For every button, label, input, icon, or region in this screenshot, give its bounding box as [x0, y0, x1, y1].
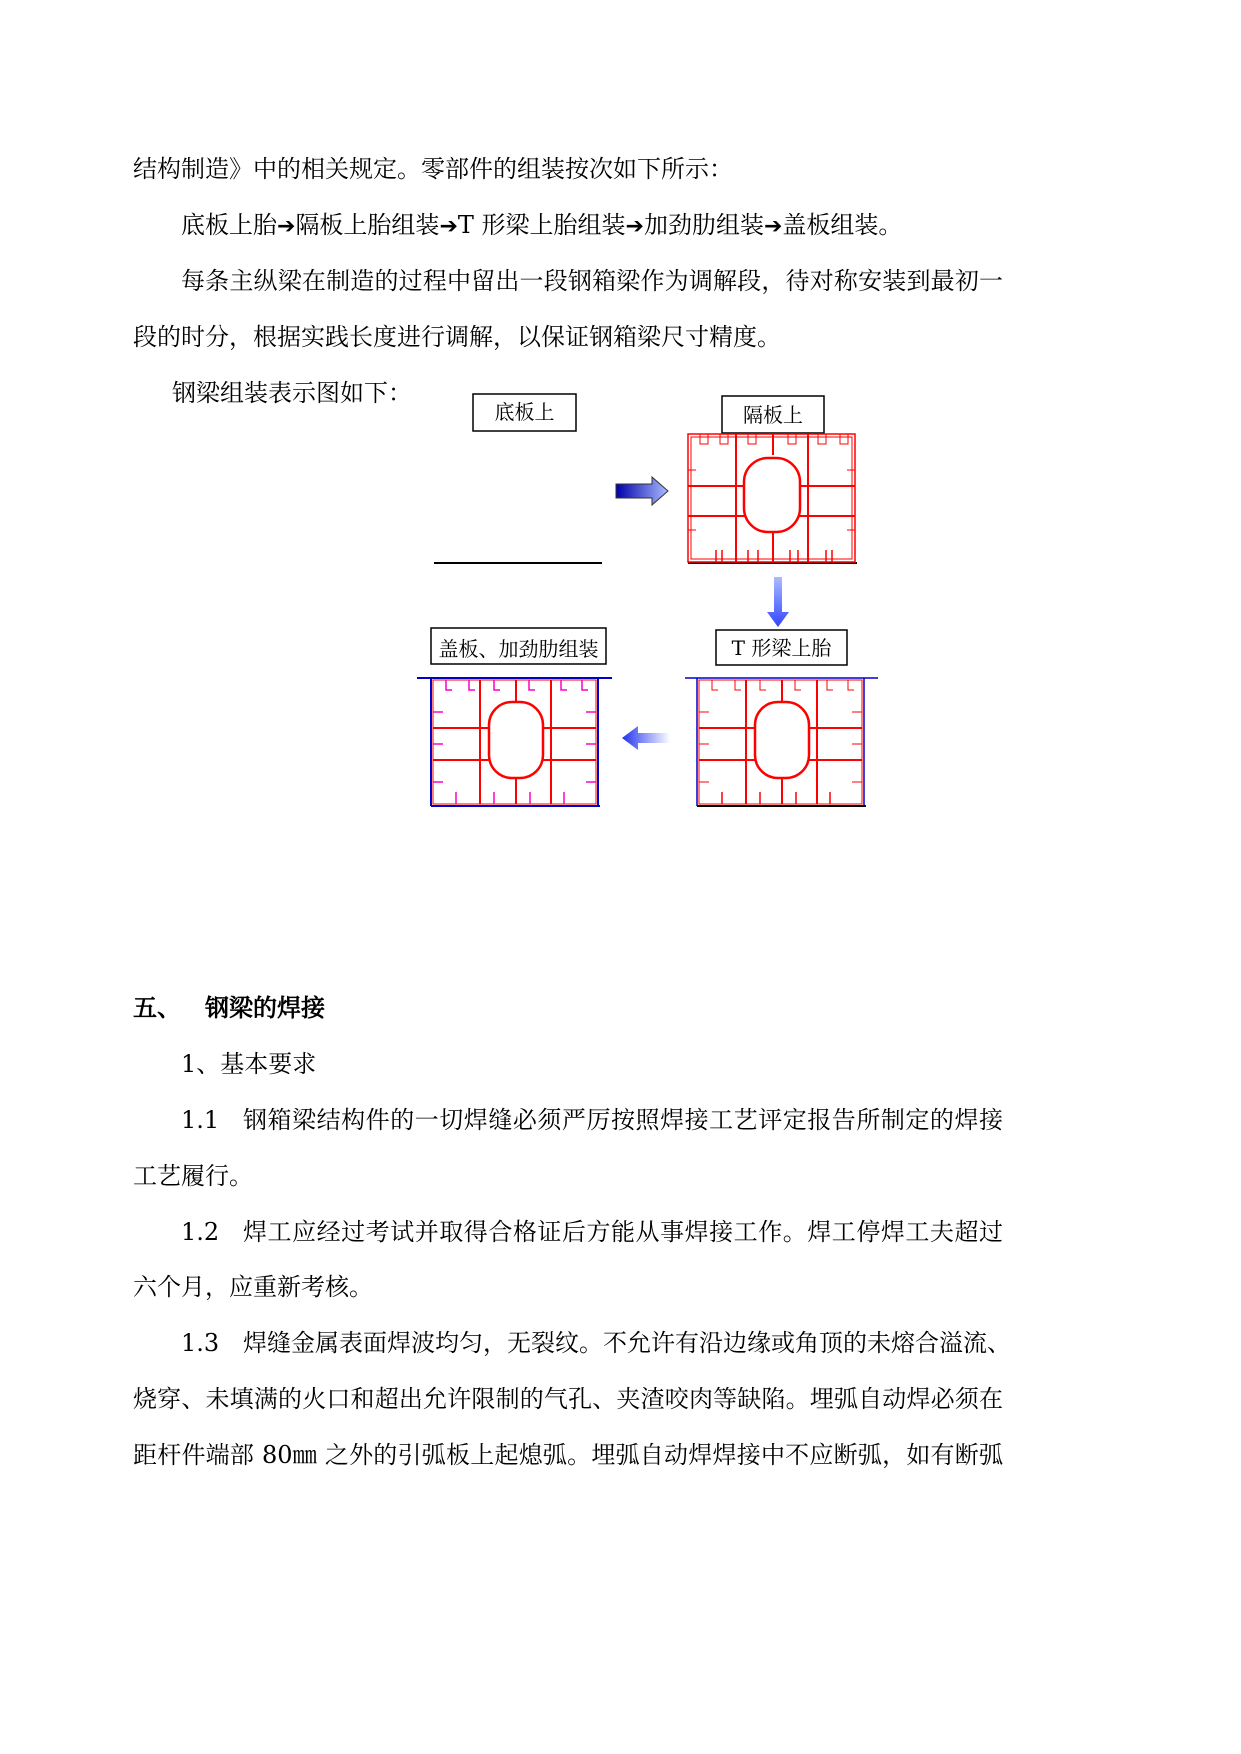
label-box-step3 — [716, 630, 847, 665]
section-heading — [133, 993, 325, 1023]
step-bottom-plate: 底板上胎 — [181, 211, 277, 239]
item-1-1 — [181, 1105, 1003, 1135]
arrow-right-icon: ➔ — [763, 214, 783, 239]
paragraph-line: 结构制造》中的相关规定。零部件的组装按次如下所示： — [133, 155, 733, 183]
item-text: 钢箱梁结构件的一切焊缝必须严厉按照焊接工艺评定报告所制定的焊接 — [243, 1106, 1003, 1134]
label-step4: 盖板、加劲肋组装 — [438, 637, 599, 661]
label-box-step1 — [473, 394, 576, 431]
arrow-right-icon: ➔ — [625, 214, 644, 239]
item-text: 焊工应经过考试并取得合格证后方能从事焊接工作。焊工停焊工夫超过 — [243, 1218, 1003, 1246]
item-text: 六个月，应重新考核。 — [133, 1273, 373, 1301]
arrow-right-icon — [616, 477, 668, 505]
label-box-step4 — [431, 628, 606, 664]
label-step1: 底板上 — [494, 400, 555, 424]
figure-intro: 钢梁组装表示图如下： — [172, 379, 412, 407]
arrow-down-icon — [767, 577, 789, 627]
step-cover-plate: 盖板组装。 — [782, 211, 903, 239]
label-box-step2 — [722, 396, 824, 433]
item-text: 焊缝金属表面焊波均匀，无裂纹。不允许有沿边缘或角顶的未熔合溢流、 — [243, 1329, 1011, 1357]
label-step3: T 形梁上胎 — [731, 636, 832, 660]
item-text: 烧穿、未填满的火口和超出允许限制的气孔、夹渣咬肉等缺陷。埋弧自动焊必须在 — [133, 1385, 1003, 1413]
cover-plate-assembly — [417, 678, 612, 806]
item-number: 1.3 — [181, 1329, 220, 1357]
item-text: 距杆件端部 80㎜ 之外的引弧板上起熄弧。埋弧自动焊焊接中不应断弧，如有断弧 — [133, 1441, 1003, 1469]
paragraph-line: 每条主纵梁在制造的过程中留出一段钢箱梁作为调解段，待对称安装到最初一 — [181, 267, 1003, 295]
arrow-right-icon: ➔ — [277, 214, 296, 239]
item-text: 工艺履行。 — [133, 1162, 253, 1190]
section-title: 钢梁的焊接 — [205, 993, 325, 1022]
item-number: 1.2 — [181, 1218, 220, 1246]
step-diaphragm: 隔板上胎组装 — [295, 211, 440, 239]
t-beam-assembly — [685, 678, 878, 806]
diaphragm-assembly — [688, 434, 857, 563]
step-t-beam: T 形梁上胎组装 — [457, 211, 626, 239]
subsection-title: 1、基本要求 — [181, 1050, 317, 1078]
step-stiffener: 加劲肋组装 — [643, 211, 764, 239]
section-number: 五、 — [133, 993, 181, 1022]
paragraph-line: 段的时分，根据实践长度进行调解，以保证钢箱梁尺寸精度。 — [133, 323, 781, 351]
item-number: 1.1 — [181, 1106, 220, 1134]
arrow-right-icon: ➔ — [439, 214, 458, 239]
label-step2: 隔板上 — [743, 403, 803, 427]
item-1-2 — [181, 1217, 1003, 1247]
arrow-left-icon — [622, 726, 670, 750]
item-1-3 — [181, 1328, 1011, 1358]
